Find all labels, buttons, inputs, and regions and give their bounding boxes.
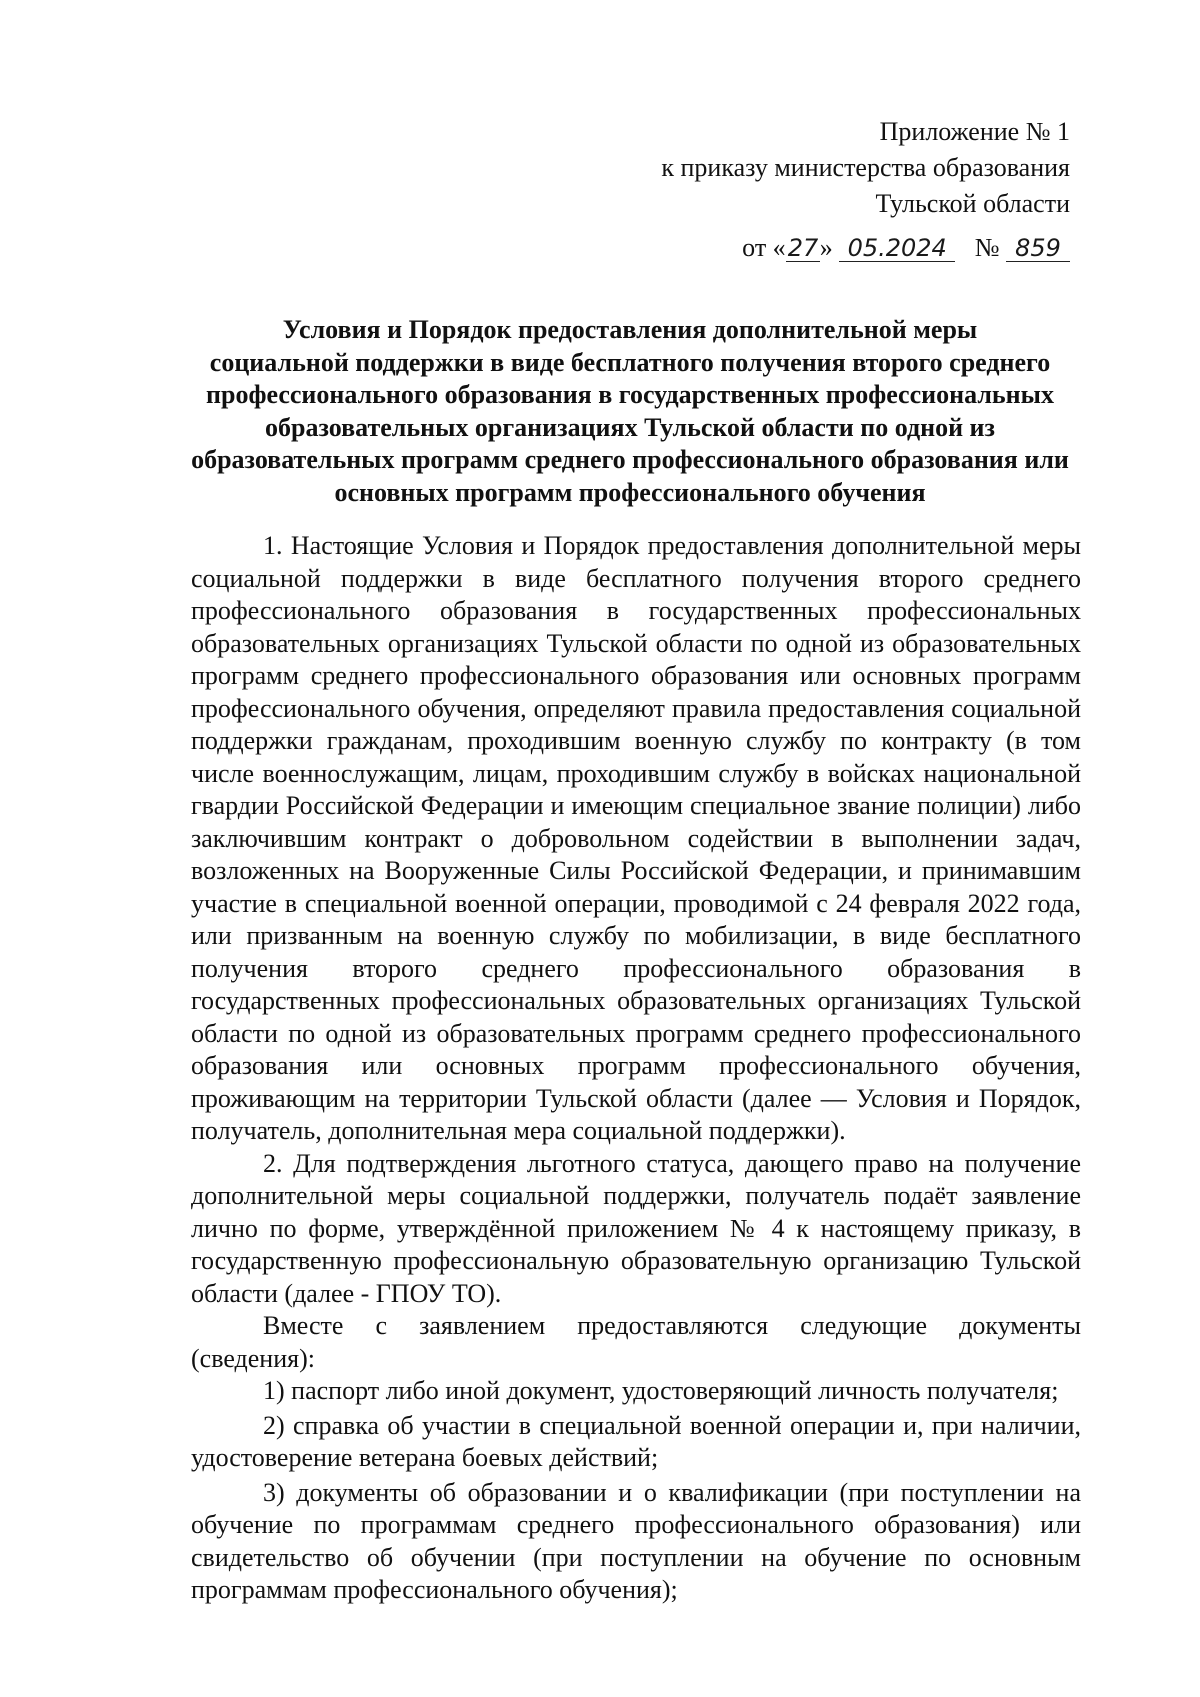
number-label: № [974,233,1000,262]
title-line: образовательных организациях Тульской области по одной из [264,412,995,442]
title-line: социальной поддержки в виде бесплатного получения второго среднего [209,347,1051,377]
date-prefix: от « [742,233,786,262]
order-date-line [661,230,1070,266]
appendix-number: Приложение № 1 [879,117,1070,146]
document-body [191,530,1081,1609]
order-reference: к приказу министерства образования [661,153,1070,182]
handwritten-order-number: 859 [1006,235,1070,262]
title-line: Условия и Порядок предоставления дополнительной меры [282,315,978,344]
handwritten-day: 27 [787,234,819,262]
list-item-certificate: 2) справка об участии в специальной военной операции и, при наличии, удостоверение ветерана боевых действий; [191,1410,1081,1472]
title-line: основных программ профессионального обучения [334,477,926,507]
list-item-education-documents: 3) документы об образовании и о квалификации (при поступлении на обучение по программам среднего профессионального образования) или свидетельство об обучении (при поступлении на обучение по основным программам профессионального обучения); [191,1477,1081,1604]
region-name: Тульской области [875,189,1070,218]
date-quote-close: » [819,233,840,262]
title-line: профессионального образования в государственных профессиональных [206,380,1054,409]
paragraph-documents-intro: Вместе с заявлением предоставляются следующие документы (сведения): [191,1311,1081,1373]
appendix-header [661,114,1070,266]
list-item-passport: 1) паспорт либо иной документ, удостоверяющий личность получателя; [263,1376,1059,1405]
paragraph-2: 2. Для подтверждения льготного статуса, дающего право на получение дополнительной меры социальной поддержки, получатель подаёт заявление лично по форме, утверждённой приложением № 4 к настоящему приказу, в государственную профессиональную образовательную организацию Тульской области (далее - ГПОУ ТО). [191,1148,1081,1308]
handwritten-date: 05.2024 [839,235,955,262]
title-line: образовательных программ среднего профессионального образования или [191,445,1069,474]
paragraph-1: 1. Настоящие Условия и Порядок предоставления дополнительной меры социальной поддержки в виде бесплатного получения второго среднего профессионального образования в государственных профессиональных образовательных организациях Тульской области по одной из образовательных программ среднего профессионального образования или основных программ профессионального обучения, определяют правила предоставления социальной поддержки гражданам, проходившим военную службу по контракту (в том числе военнослужащим, лицам, проходившим службу в войсках национальной гвардии Российской Федерации и имеющим специальное звание полиции) либо заключившим контракт о добровольном содействии в выполнении задач, возложенных на Вооруженные Силы Российской Федерации, и принимавшим участие в специальной военной операции, проводимой с 24 февраля 2022 года, или призванным на военную службу по мобилизации, в виде бесплатного получения второго среднего профессионального образования в государственных профессиональных образовательных организациях Тульской области по одной из образовательных программ среднего профессионального образования или основных программ профессионального обучения, проживающим на территории Тульской области (далее — Условия и Порядок, получатель, дополнительная мера социальной поддержки). [191,531,1081,1145]
document-title [180,314,1080,509]
